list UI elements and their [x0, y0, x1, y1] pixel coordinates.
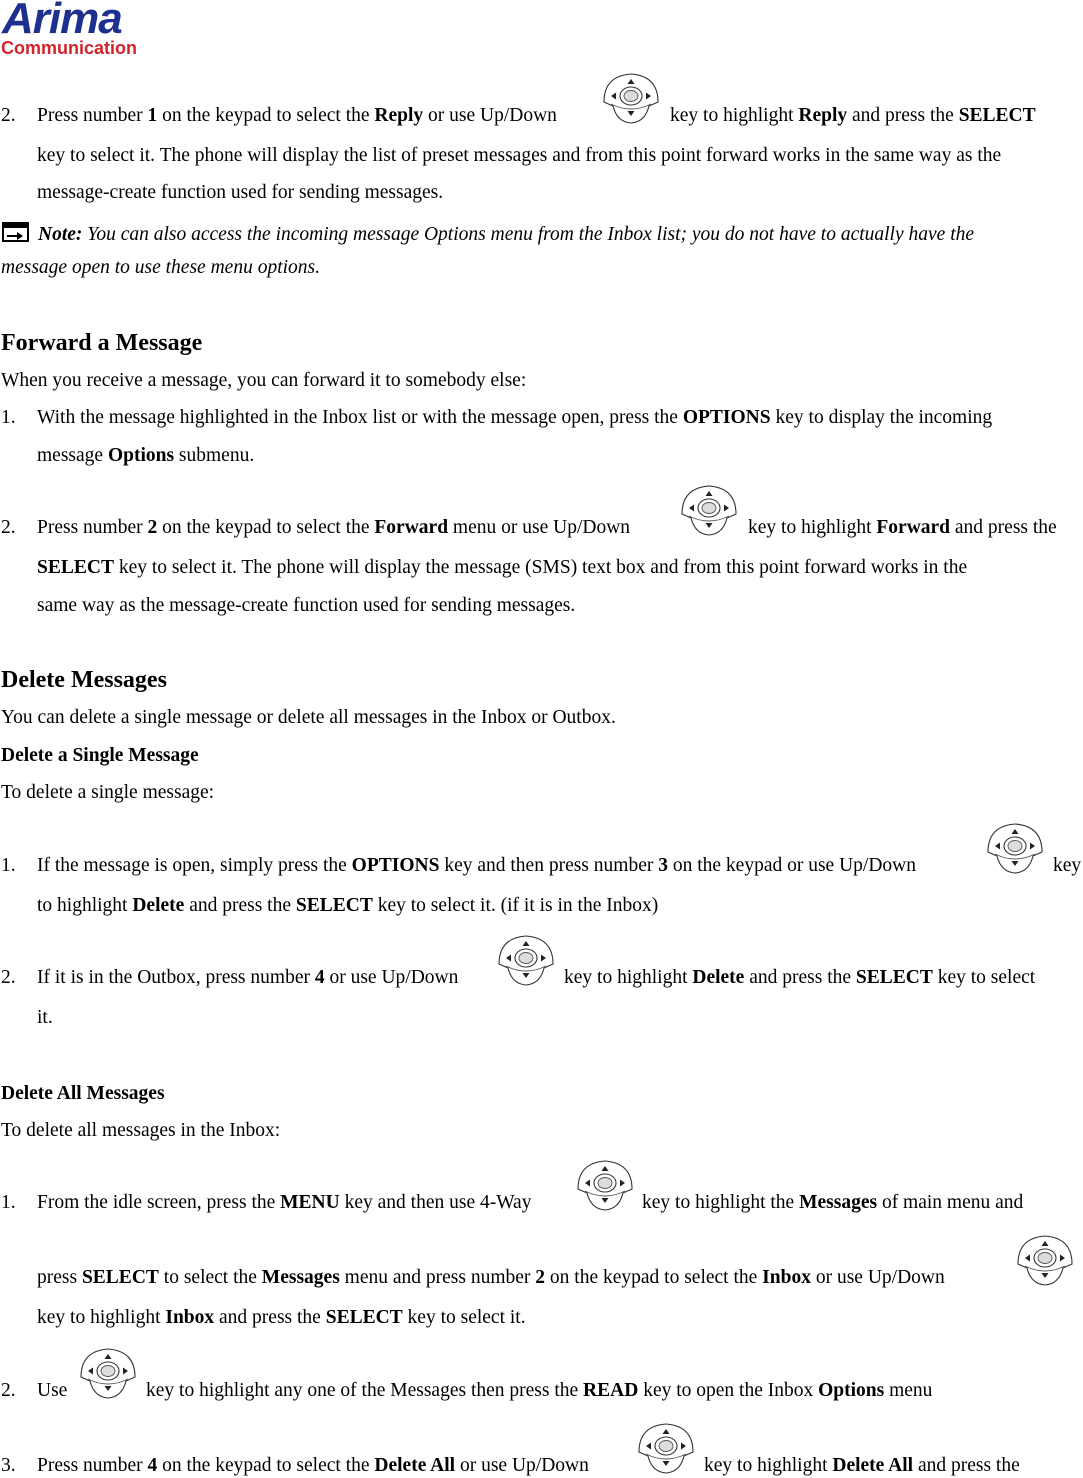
step-number: 1.: [1, 855, 16, 876]
step-number: 2.: [1, 105, 16, 126]
delete-all-step1-line1a: From the idle screen, press the MENU key and then use 4-Way: [37, 1192, 532, 1213]
delete-step2-line1b: key to highlight Delete and press the SELECT key to select: [564, 967, 1036, 988]
step-number: 1.: [1, 407, 16, 428]
forward-step1-line1: With the message highlighted in the Inbox list or with the message open, press the OPTIONS key to display the incoming: [37, 407, 993, 428]
step-number: 2.: [1, 1380, 16, 1401]
delete-all-step3-line1a: Press number 4 on the keypad to select the Delete All or use Up/Down: [37, 1455, 589, 1476]
delete-step1-line1a: If the message is open, simply press the OPTIONS key and then press number 3 on the keypad or use Up/Down: [37, 855, 917, 876]
section-heading-forward: Forward a Message: [1, 330, 203, 356]
navigation-key-icon: [636, 1420, 696, 1476]
forward-step1-line2: message Options submenu.: [37, 445, 255, 466]
subheading-delete-single: Delete a Single Message: [1, 745, 199, 766]
forward-step2-line2: SELECT key to select it. The phone will display the message (SMS) text box and from this point forward works in the: [37, 557, 968, 578]
step-number: 1.: [1, 1192, 16, 1213]
reply-line-2: key to select it. The phone will display the list of preset messages and from this point forward works in the same way as the: [37, 145, 1002, 166]
reply-line-1b: key to highlight Reply and press the SELECT: [670, 105, 1036, 126]
delete-single-intro: To delete a single message:: [1, 782, 215, 803]
delete-intro: You can delete a single message or delete all messages in the Inbox or Outbox.: [1, 707, 616, 728]
delete-all-step3-line1b: key to highlight Delete All and press the: [704, 1455, 1020, 1476]
delete-all-step1-line3: key to highlight Inbox and press the SELECT key to select it.: [37, 1307, 526, 1328]
logo-brand: Arima: [2, 0, 122, 43]
navigation-key-icon: [985, 820, 1045, 876]
navigation-key-icon: [601, 70, 661, 126]
delete-step2-line1a: If it is in the Outbox, press number 4 or use Up/Down: [37, 967, 459, 988]
delete-step1-line2: to highlight Delete and press the SELECT key to select it. (if it is in the Inbox): [37, 895, 659, 916]
step-number: 2.: [1, 967, 16, 988]
note-icon: [2, 222, 29, 242]
delete-all-intro: To delete all messages in the Inbox:: [1, 1120, 281, 1141]
forward-step2-line3: same way as the message-create function used for sending messages.: [37, 595, 576, 616]
delete-all-step1-line2: press SELECT to select the Messages menu and press number 2 on the keypad to select the Inbox or use Up/Down: [37, 1267, 945, 1288]
forward-step2-line1b: key to highlight Forward and press the: [748, 517, 1057, 538]
step-number: 3.: [1, 1455, 16, 1476]
note-line-2: message open to use these menu options.: [1, 257, 320, 278]
subheading-delete-all: Delete All Messages: [1, 1083, 165, 1104]
forward-step2-line1a: Press number 2 on the keypad to select the Forward menu or use Up/Down: [37, 517, 631, 538]
navigation-key-icon: [575, 1157, 635, 1213]
reply-line-3: message-create function used for sending messages.: [37, 182, 444, 203]
delete-step2-line2: it.: [37, 1007, 53, 1028]
step-number: 2.: [1, 517, 16, 538]
note-line-1: Note: You can also access the incoming message Options menu from the Inbox list; you do not have to actually have the: [38, 224, 975, 245]
delete-all-step1-line1b: key to highlight the Messages of main menu and: [642, 1192, 1024, 1213]
delete-step1-line1b: key: [1053, 855, 1082, 876]
delete-all-step2-line1: key to highlight any one of the Messages then press the READ key to open the Inbox Options menu: [146, 1380, 933, 1401]
delete-all-step2-use: Use: [37, 1380, 68, 1401]
navigation-key-icon: [496, 932, 556, 988]
section-heading-delete: Delete Messages: [1, 667, 167, 693]
navigation-key-icon: [1015, 1232, 1075, 1288]
arima-logo: [0, 0, 155, 62]
reply-line-1a: Press number 1 on the keypad to select the Reply or use Up/Down: [37, 105, 557, 126]
navigation-key-icon: [679, 482, 739, 538]
logo-sub: Communication: [1, 38, 138, 58]
navigation-key-icon: [78, 1345, 138, 1401]
forward-intro: When you receive a message, you can forward it to somebody else:: [1, 370, 527, 391]
